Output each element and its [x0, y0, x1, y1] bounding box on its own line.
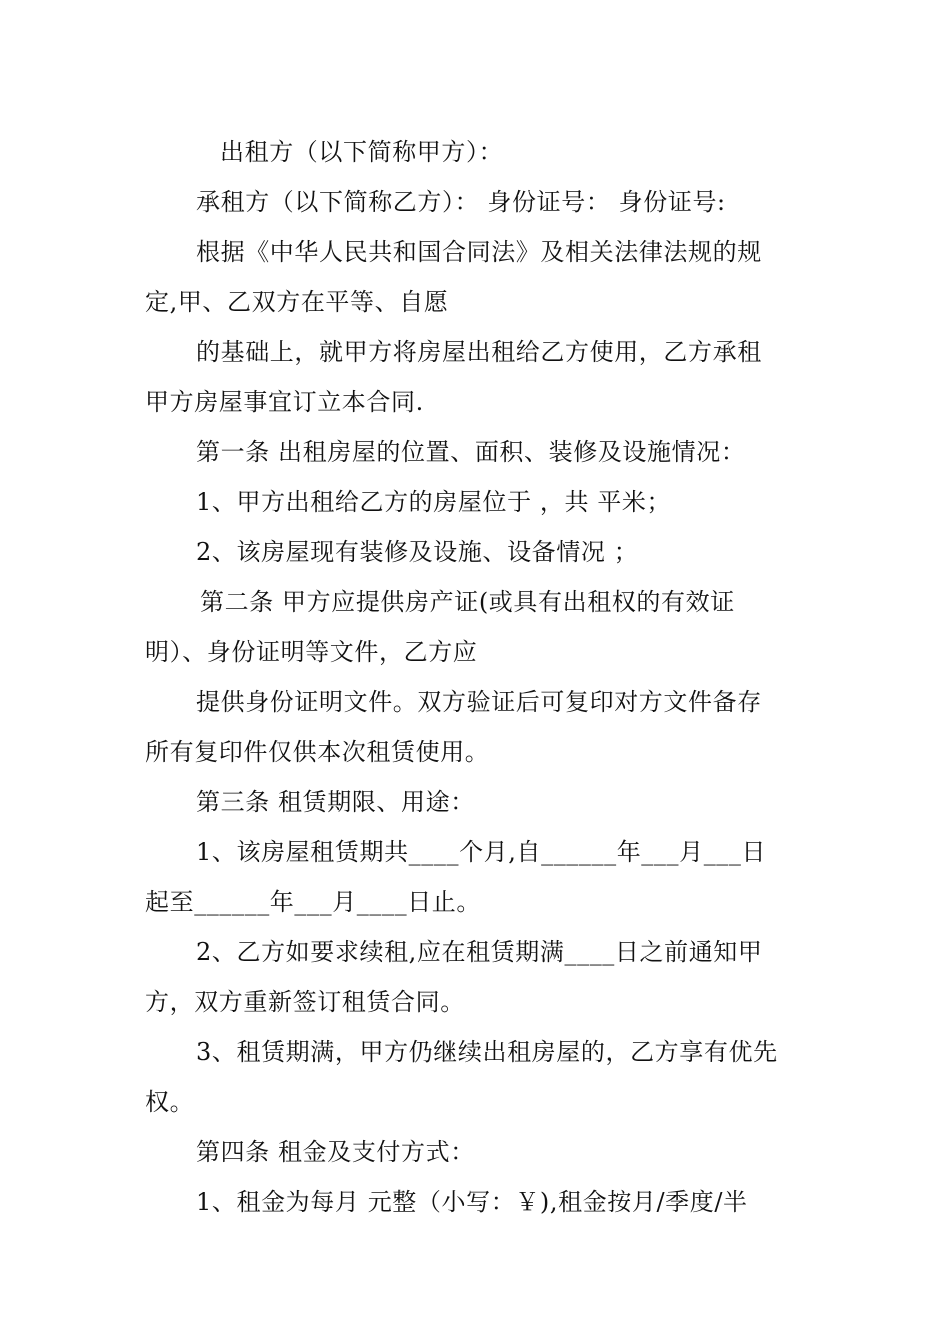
article-4-heading: 第四条 租金及支付方式： — [196, 1138, 475, 1166]
article-1-item-1: 1、甲方出租给乙方的房屋位于 ，共 平米； — [196, 488, 672, 516]
preamble-line-1: 根据《中华人民共和国合同法》及相关法律法规的规 — [196, 238, 762, 266]
article-3-item-2-line-1: 2、乙方如要求续租,应在租赁期满____日之前通知甲 — [196, 938, 763, 966]
article-1-item-2: 2、该房屋现有装修及设施、设备情况 ； — [196, 538, 639, 566]
article-3-item-2-line-2: 方，双方重新签订租赁合同。 — [145, 988, 465, 1016]
article-2-line-1: 第二条 甲方应提供房产证(或具有出租权的有效证 — [200, 588, 735, 616]
article-3-item-3-line-2: 权。 — [145, 1088, 195, 1116]
preamble-line-2: 定,甲、乙双方在平等、自愿 — [145, 288, 449, 316]
article-3-item-1-line-2: 起至______年___月____日止。 — [145, 888, 481, 916]
lessor-line: 出租方（以下简称甲方）： — [220, 138, 504, 166]
article-3-item-1-line-1: 1、该房屋租赁期共____个月,自______年___月___日 — [196, 838, 767, 866]
article-2-line-4: 所有复印件仅供本次租赁使用。 — [145, 738, 490, 766]
article-2-line-2: 明）、身份证明等文件，乙方应 — [145, 638, 478, 666]
article-3-heading: 第三条 租赁期限、用途： — [196, 788, 475, 816]
preamble-line-4: 甲方房屋事宜订立本合同. — [145, 388, 424, 416]
article-3-item-3-line-1: 3、租赁期满，甲方仍继续出租房屋的，乙方享有优先 — [196, 1038, 778, 1066]
article-4-item-1: 1、租金为每月 元整（小写：￥),租金按月/季度/半 — [196, 1188, 748, 1216]
article-2-line-3: 提供身份证明文件。双方验证后可复印对方文件备存 — [196, 688, 762, 716]
lessee-line: 承租方（以下简称乙方）： 身份证号： 身份证号: — [196, 188, 726, 216]
preamble-line-3: 的基础上，就甲方将房屋出租给乙方使用，乙方承租 — [196, 338, 762, 366]
article-1-heading: 第一条 出租房屋的位置、面积、装修及设施情况： — [196, 438, 746, 466]
